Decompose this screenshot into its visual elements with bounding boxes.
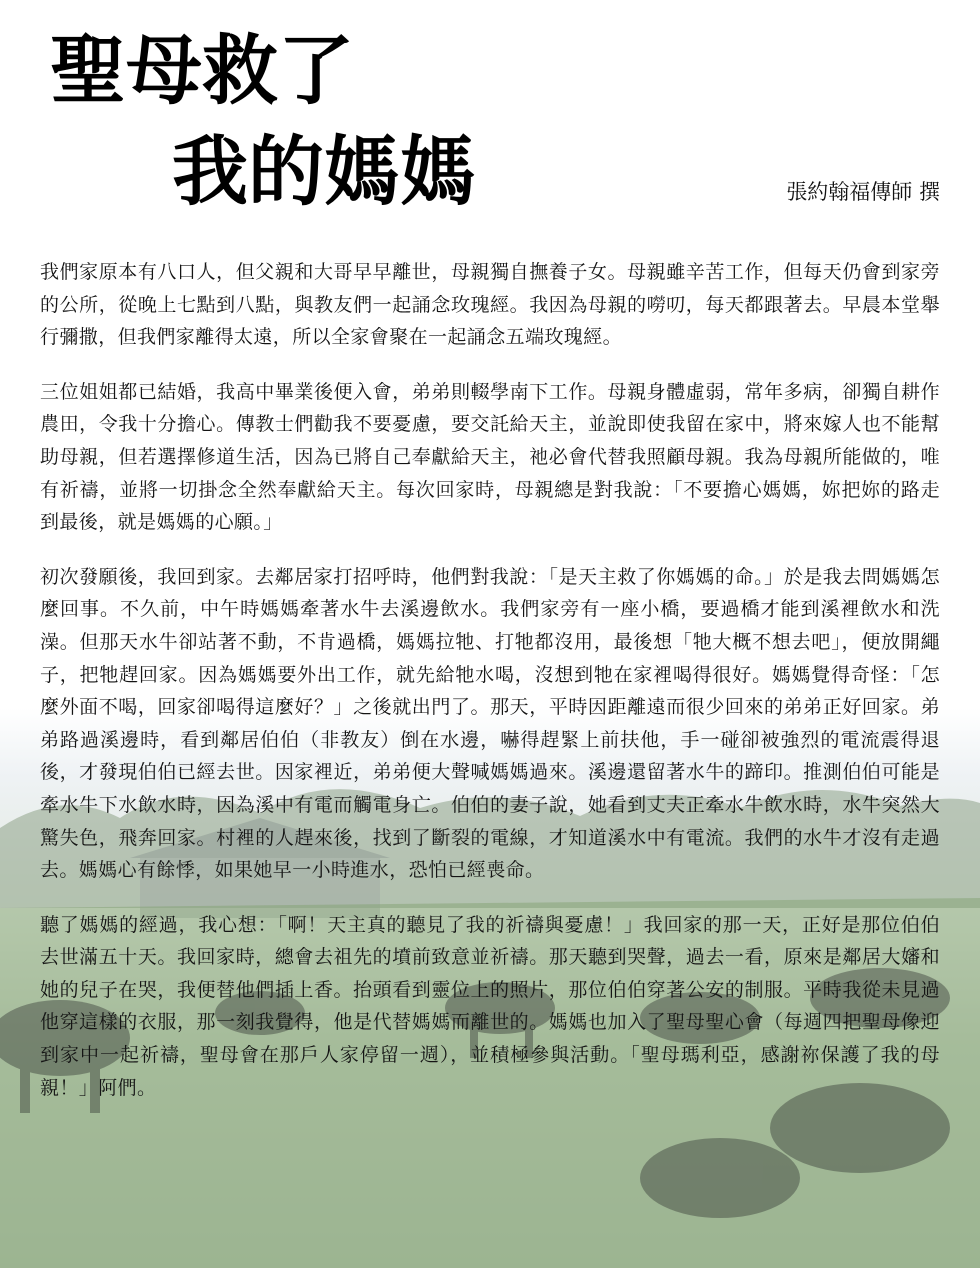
page-title-line-1: 聖母救了 [50, 26, 354, 115]
paragraph-3: 初次發願後，我回到家。去鄰居家打招呼時，他們對我說：「是天主救了你媽媽的命。」於是我去問媽媽怎麼回事。不久前，中午時媽媽牽著水牛去溪邊飲水。我們家旁有一座小橋，要過橋才能到溪裡飲水和洗澡。但那天水牛卻站著不動，不肯過橋，媽媽拉牠、打牠都沒用，最後想「牠大概不想去吧」，便放開繩子，把牠趕回家。因為媽媽要外出工作，就先給牠水喝，沒想到牠在家裡喝得很好。媽媽覺得奇怪：「怎麼外面不喝，回家卻喝得這麼好？」之後就出門了。那天，平時因距離遠而很少回來的弟弟正好回家。弟弟路過溪邊時，看到鄰居伯伯（非教友）倒在水邊，嚇得趕緊上前扶他，手一碰卻被強烈的電流震得退後，才發現伯伯已經去世。因家裡近，弟弟便大聲喊媽媽過來。溪邊還留著水牛的蹄印。推測伯伯可能是牽水牛下水飲水時，因為溪中有電而觸電身亡。伯伯的妻子說，她看到丈夫正牽水牛飲水時，水牛突然大驚失色，飛奔回家。村裡的人趕來後，找到了斷裂的電線，才知道溪水中有電流。我們的水牛才沒有走過去。媽媽心有餘悸，如果她早一小時進水，恐怕已經喪命。 [40, 565, 940, 882]
paragraph-2: 三位姐姐都已結婚，我高中畢業後便入會，弟弟則輟學南下工作。母親身體虛弱，常年多病，卻獨自耕作農田，令我十分擔心。傳教士們勸我不要憂慮，要交託給天主，並說即使我留在家中，將來嫁人也不能幫助母親，但若選擇修道生活，因為已將自己奉獻給天主，祂必會代替我照顧母親。我為母親所能做的，唯有祈禱，並將一切掛念全然奉獻給天主。每次回家時，母親總是對我說：「不要擔心媽媽，妳把妳的路走到最後，就是媽媽的心願。」 [40, 380, 940, 534]
author-byline: 張約翰福傳師 撰 [786, 180, 940, 204]
paragraph-4: 聽了媽媽的經過，我心想：「啊！天主真的聽見了我的祈禱與憂慮！」我回家的那一天，正好是那位伯伯去世滿五十天。我回家時，總會去祖先的墳前致意並祈禱。那天聽到哭聲，過去一看，原來是鄰居大嬸和她的兒子在哭，我便替他們插上香。抬頭看到靈位上的照片，那位伯伯穿著公安的制服。平時我從未見過他穿這樣的衣服，那一刻我覺得，他是代替媽媽而離世的。媽媽也加入了聖母聖心會（每週四把聖母像迎到家中一起祈禱，聖母會在那戶人家停留一週），並積極參與活動。「聖母瑪利亞，感謝祢保護了我的母親！」阿們。 [40, 913, 940, 1099]
page-title-line-2: 我的媽媽 [172, 127, 476, 216]
paragraph-1: 我們家原本有八口人，但父親和大哥早早離世，母親獨自撫養子女。母親雖辛苦工作，但每天仍會到家旁的公所，從晚上七點到八點，與教友們一起誦念玫瑰經。我因為母親的嘮叨，每天都跟著去。早晨本堂舉行彌撒，但我們家離得太遠，所以全家會聚在一起誦念五端玫瑰經。 [40, 261, 940, 349]
article-body [40, 256, 940, 1126]
